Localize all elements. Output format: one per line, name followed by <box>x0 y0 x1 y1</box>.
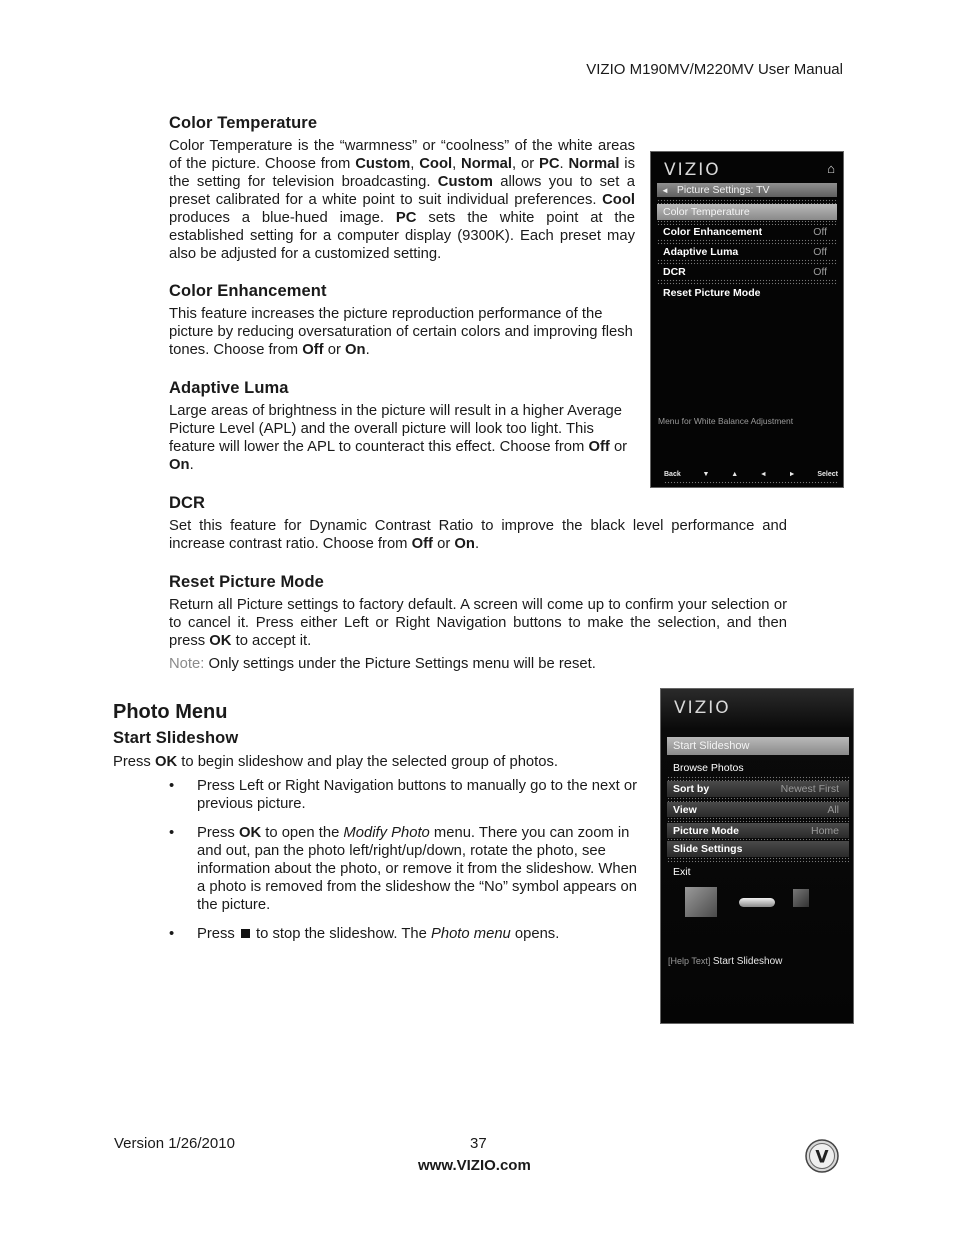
reset-picture-mode-text: Return all Picture settings to factory default. A screen will come up to confirm your selection or to cancel it. Press either Left or Right Navigation buttons to make the selection, and then press OK to accept it. <box>169 597 787 649</box>
menu-item-picture-mode[interactable]: Picture Mode Home <box>667 823 849 838</box>
adaptive-luma-text: Large areas of brightness in the picture will result in a higher Average Picture Level (APL) and the overall picture will look too light. This feature will lower the APL to counteract this effect. Choose from Off or On. <box>169 403 628 473</box>
menu-item-browse-photos[interactable]: Browse Photos <box>673 762 744 774</box>
breadcrumb: ◄ Picture Settings: TV <box>657 183 837 197</box>
right-arrow-icon[interactable]: ► <box>788 471 796 478</box>
reset-note: Note: Only settings under the Picture Settings menu will be reset. <box>169 656 596 672</box>
remote-nav-bar <box>664 471 838 478</box>
list-item: • Press Left or Right Navigation buttons to manually go to the next or previous picture. <box>169 777 647 813</box>
photo-thumbnail <box>685 887 717 917</box>
dcr-text: Set this feature for Dynamic Contrast Ratio to improve the black level performance and increase contrast ratio. Choose from Off or On. <box>169 518 787 552</box>
vizio-logo: VIZIO <box>664 160 721 180</box>
home-icon: ⌂ <box>827 161 835 176</box>
photo-menu-screenshot <box>660 688 854 1024</box>
menu-item-view[interactable]: View All <box>667 802 849 817</box>
menu-item-exit[interactable]: Exit <box>673 866 691 878</box>
adaptive-luma-heading: Adaptive Luma <box>169 379 289 397</box>
menu-item-start-slideshow[interactable]: Start Slideshow <box>667 737 849 755</box>
menu-item-dcr[interactable]: DCR Off <box>663 266 827 278</box>
list-item: • Press to stop the slideshow. The Photo menu opens. <box>169 925 647 943</box>
stop-icon <box>241 929 250 938</box>
progress-pill <box>739 898 775 907</box>
menu-item-reset-picture-mode[interactable]: Reset Picture Mode <box>663 287 761 299</box>
color-temperature-text: Color Temperature is the “warmness” or “coolness” of the white areas of the picture. Choose from Custom, Cool, Normal, or PC. Normal is the setting for television broadcasting. Custom allows you to set a preset calibrated for a white point to suit individual preferences. Cool produces a blue-hued image. PC sets the white point at the established setting for a computer display (9300K). Each preset may also be adjusted for a customized setting. <box>169 138 635 262</box>
color-enhancement-heading: Color Enhancement <box>169 282 327 300</box>
help-text: Menu for White Balance Adjustment <box>658 416 794 426</box>
color-temperature-heading: Color Temperature <box>169 114 318 132</box>
menu-item-slide-settings[interactable]: Slide Settings <box>667 841 849 857</box>
vizio-logo: VIZIO <box>674 698 731 718</box>
vizio-v-logo-icon <box>805 1139 839 1173</box>
color-enhancement-text: This feature increases the picture reproduction performance of the picture by reducing oversaturation of certain colors and improving flesh tones. Choose from Off or On. <box>169 306 633 358</box>
slideshow-bullets <box>169 777 647 954</box>
down-arrow-icon[interactable]: ▼ <box>702 471 710 478</box>
menu-item-sort-by[interactable]: Sort by Newest First <box>667 781 849 797</box>
photo-thumbnail <box>793 889 809 907</box>
menu-item-color-temperature[interactable]: Color Temperature <box>657 204 837 220</box>
start-slideshow-heading: Start Slideshow <box>113 729 239 747</box>
version-label: Version 1/26/2010 <box>114 1135 235 1152</box>
reset-picture-mode-heading: Reset Picture Mode <box>169 573 324 591</box>
help-text: [Help Text] Start Slideshow <box>668 956 783 967</box>
up-arrow-icon[interactable]: ▲ <box>731 471 739 478</box>
back-button[interactable]: Back <box>664 471 681 478</box>
menu-item-color-enhancement[interactable]: Color Enhancement Off <box>663 226 827 238</box>
page-number: 37 <box>470 1135 487 1152</box>
svg-text:V: V <box>815 1147 829 1168</box>
website-link[interactable]: www.VIZIO.com <box>418 1157 531 1174</box>
manual-title: VIZIO M190MV/M220MV User Manual <box>586 61 843 78</box>
menu-item-adaptive-luma[interactable]: Adaptive Luma Off <box>663 246 827 258</box>
start-slideshow-intro: Press OK to begin slideshow and play the selected group of photos. <box>113 754 559 770</box>
dcr-heading: DCR <box>169 494 206 512</box>
picture-settings-screenshot <box>650 151 844 488</box>
list-item: • Press OK to open the Modify Photo menu. There you can zoom in and out, pan the photo left/right/up/down, rotate the photo, see information about the photo, or remove it from the slideshow. When a photo is removed from the slideshow the “No” symbol appears on the picture. <box>169 824 647 914</box>
left-arrow-icon[interactable]: ◄ <box>759 471 767 478</box>
photo-menu-heading: Photo Menu <box>113 701 228 723</box>
back-arrow-icon: ◄ <box>661 185 669 195</box>
select-button[interactable]: Select <box>817 471 838 478</box>
